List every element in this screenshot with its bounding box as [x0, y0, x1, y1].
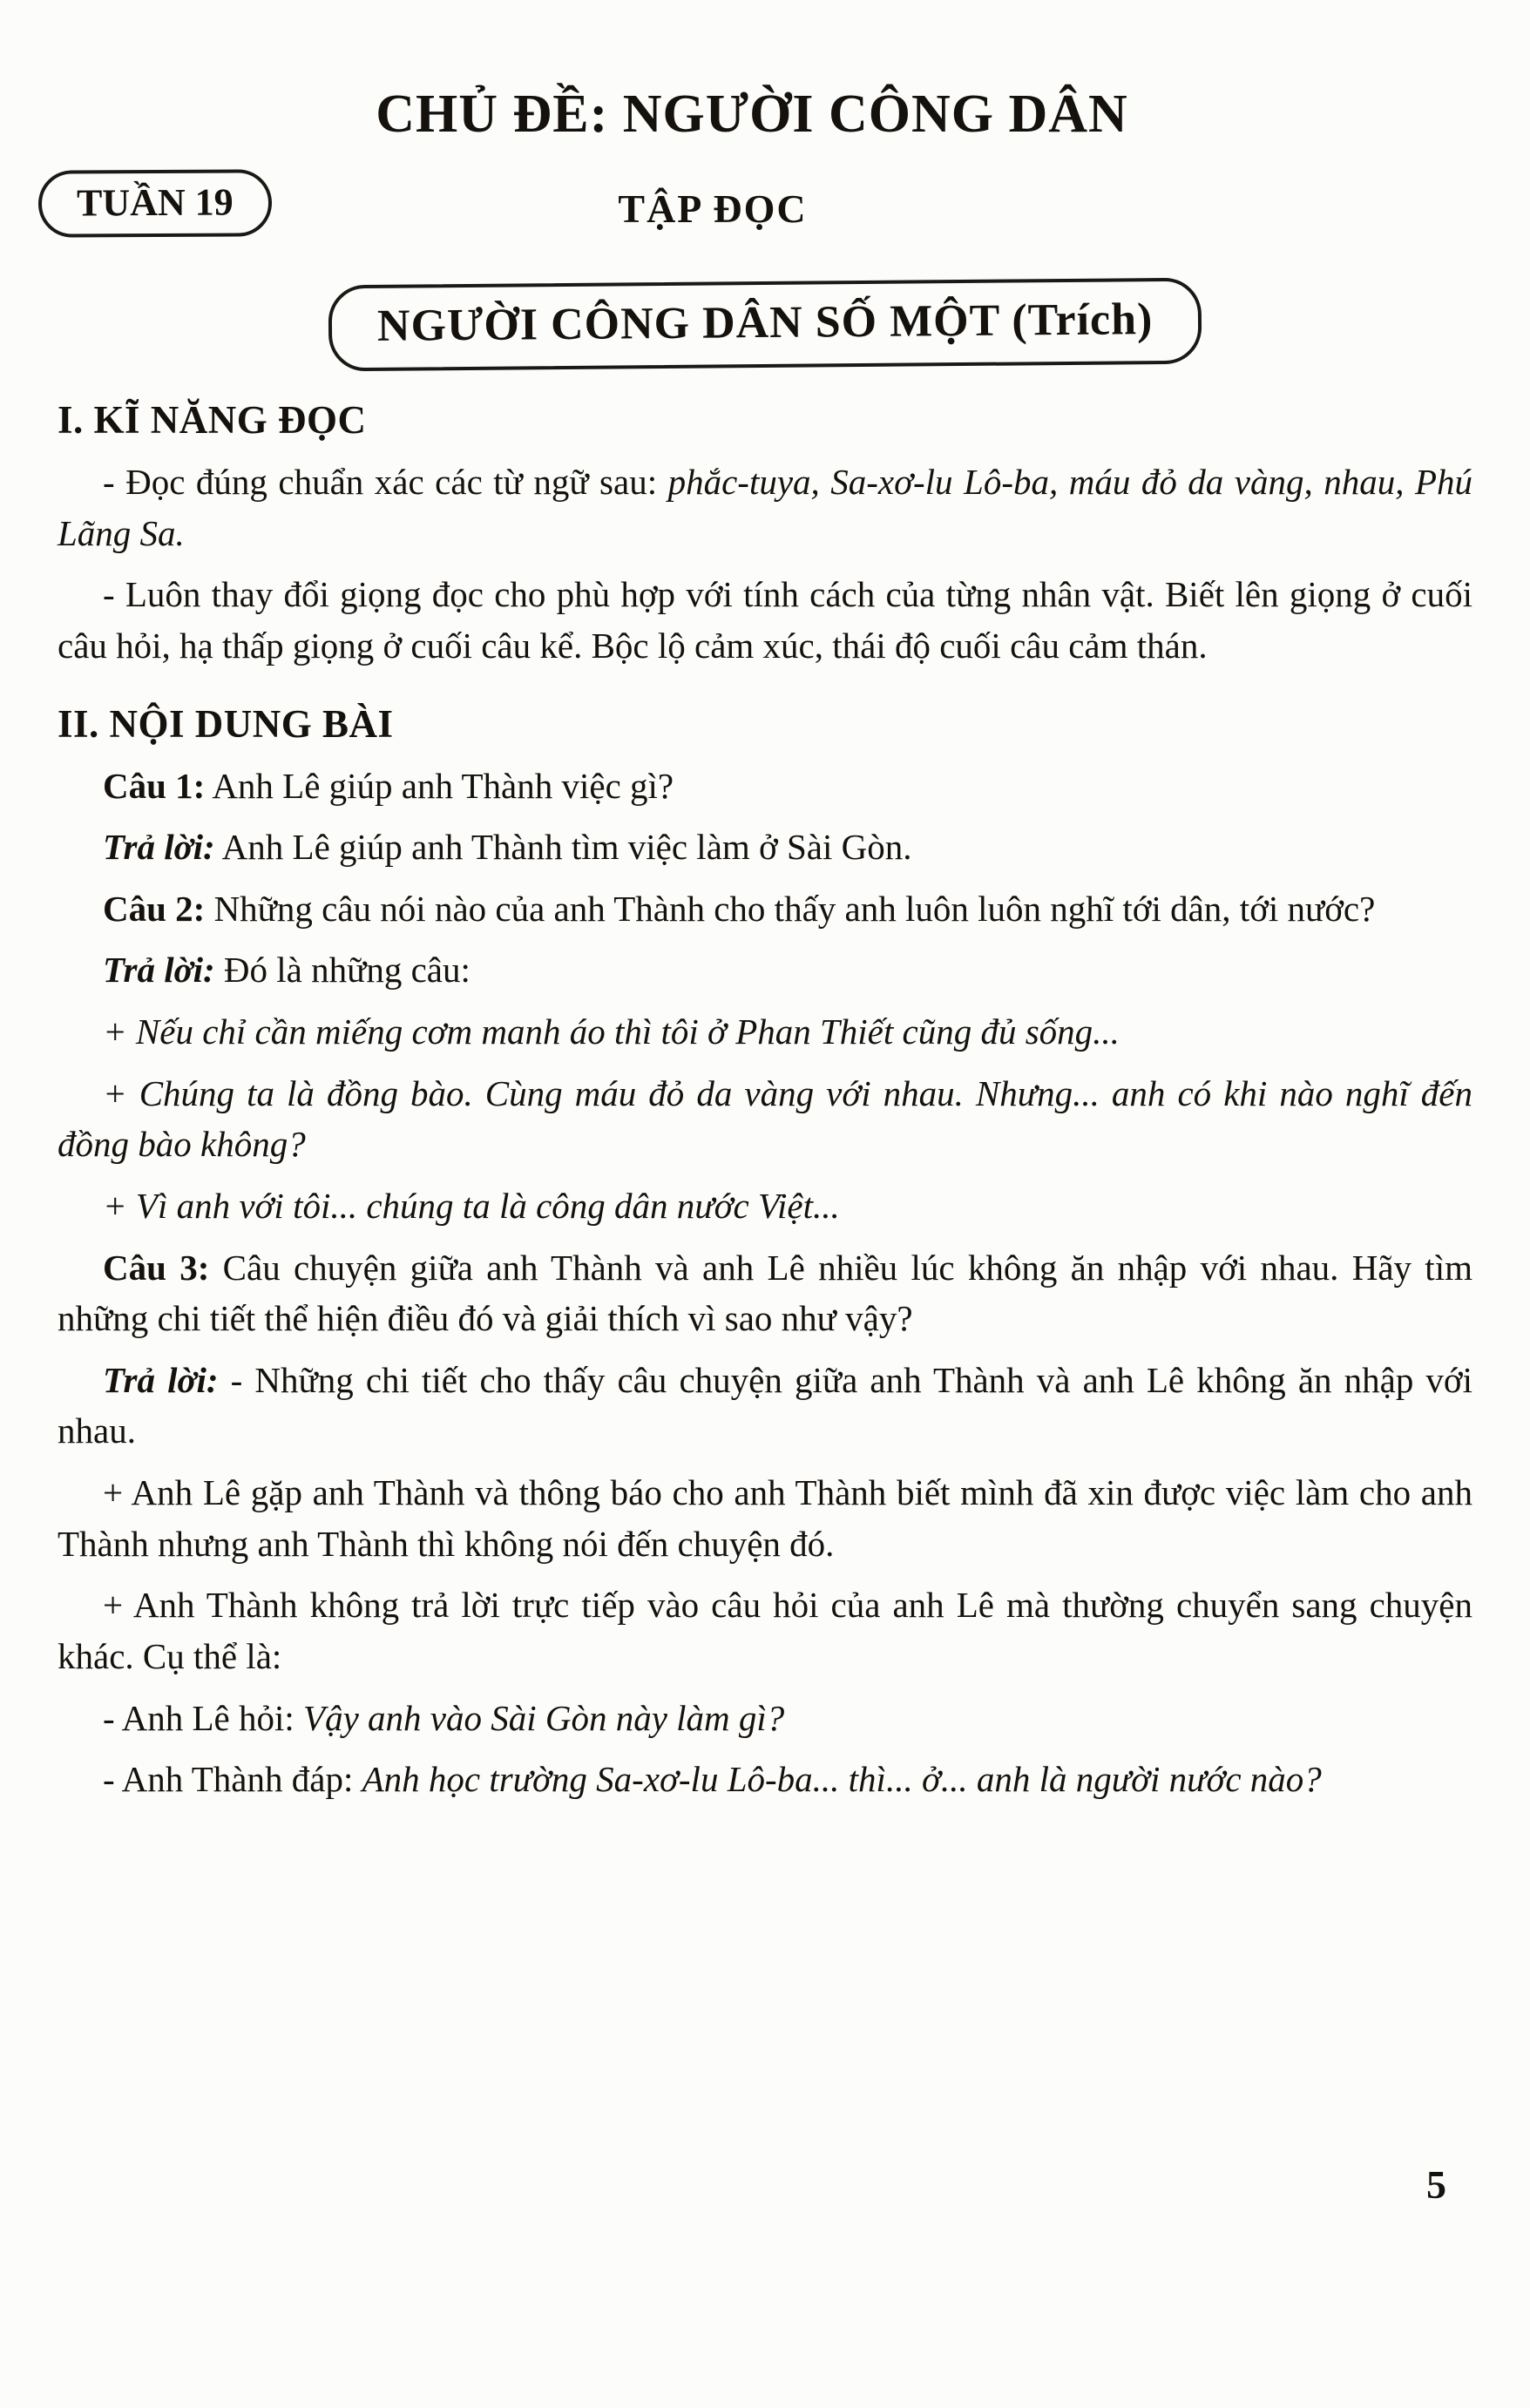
answer-label: Trả lời: — [103, 950, 215, 991]
quoted-line-3: + Vì anh với tôi... chúng ta là công dân nước Việt... — [103, 1185, 840, 1226]
week-badge: TUẦN 19 — [38, 169, 272, 237]
question-text: Câu chuyện giữa anh Thành và anh Lê nhiều lúc không ăn nhập với nhau. Hãy tìm những chi tiết thể hiện điều đó và giải thích vì sao như vậy? — [58, 1247, 1472, 1339]
header-row — [58, 168, 1472, 252]
answer-2 — [58, 944, 1472, 996]
paragraph-pronunciation — [58, 457, 1472, 558]
italic-run: Vậy anh vào Sài Gòn này làm gì? — [303, 1697, 785, 1738]
answer-text: - Những chi tiết cho thấy câu chuyện giữa anh Thành và anh Lê không ăn nhập với nhau. — [58, 1359, 1473, 1451]
text-run: - Anh Lê hỏi: — [103, 1697, 304, 1738]
question-text: Những câu nói nào của anh Thành cho thấy anh luôn luôn nghĩ tới dân, tới nước? — [205, 888, 1376, 929]
question-1 — [58, 761, 1472, 812]
answer-text: Anh Lê giúp anh Thành tìm việc làm ở Sài Gòn. — [214, 827, 912, 868]
answer-label: Trả lời: — [103, 827, 215, 868]
answer-3 — [58, 1355, 1472, 1457]
detail-1: + Anh Lê gặp anh Thành và thông báo cho anh Thành biết mình đã xin được việc làm cho anh Thành nhưng anh Thành thì không nói đến chuyện đó. — [58, 1472, 1472, 1564]
detail-2: + Anh Thành không trả lời trực tiếp vào câu hỏi của anh Lê mà thường chuyển sang chuyện khác. Cụ thể là: — [58, 1585, 1472, 1676]
question-text: Anh Lê giúp anh Thành việc gì? — [205, 765, 674, 806]
answer-label: Trả lời: — [103, 1359, 219, 1400]
question-label: Câu 1: — [103, 765, 206, 806]
answer-text: Đó là những câu: — [214, 950, 471, 991]
question-label: Câu 2: — [103, 888, 206, 929]
text-run: - Anh Thành đáp: — [103, 1759, 362, 1800]
question-3 — [58, 1242, 1472, 1344]
italic-run: Anh học trường Sa-xơ-lu Lô-ba... thì... ở... anh là người nước nào? — [362, 1759, 1322, 1800]
question-2 — [58, 883, 1472, 935]
page-title: CHỦ ĐỀ: NGƯỜI CÔNG DÂN — [376, 85, 1128, 144]
section-heading-reading-skills: I. KĨ NĂNG ĐỌC — [58, 398, 367, 442]
answer-1 — [58, 822, 1472, 873]
lesson-title-row — [58, 281, 1472, 368]
example-le — [58, 1693, 1472, 1744]
quoted-line-1: + Nếu chỉ cần miếng cơm manh áo thì tôi ở Phan Thiết cũng đủ sống... — [103, 1011, 1120, 1052]
quoted-line-2: + Chúng ta là đồng bào. Cùng máu đỏ da vàng với nhau. Nhưng... anh có khi nào nghĩ đến đồng bào không? — [58, 1072, 1472, 1165]
example-thanh — [58, 1754, 1472, 1805]
page-number: 5 — [1426, 2162, 1446, 2207]
subject-heading: TẬP ĐỌC — [618, 186, 808, 231]
italic-run: phắc-tuya, Sa-xơ-lu Lô-ba, máu đỏ da vàng, nhau, Phú Lãng Sa. — [58, 462, 1472, 553]
text-run: - Đọc đúng chuẩn xác các từ ngữ sau: — [103, 462, 668, 502]
lesson-title: NGƯỜI CÔNG DÂN SỐ MỘT (Trích) — [376, 294, 1154, 351]
lesson-title-box — [328, 278, 1202, 372]
section-heading-content: II. NỘI DUNG BÀI — [58, 701, 394, 746]
question-label: Câu 3: — [103, 1247, 210, 1288]
paragraph-intonation: - Luôn thay đổi giọng đọc cho phù hợp với tính cách của từng nhân vật. Biết lên giọng ở cuối câu hỏi, hạ thấp giọng ở cuối câu kể. Bộc lộ cảm xúc, thái độ cuối câu cảm thán. — [58, 574, 1472, 666]
